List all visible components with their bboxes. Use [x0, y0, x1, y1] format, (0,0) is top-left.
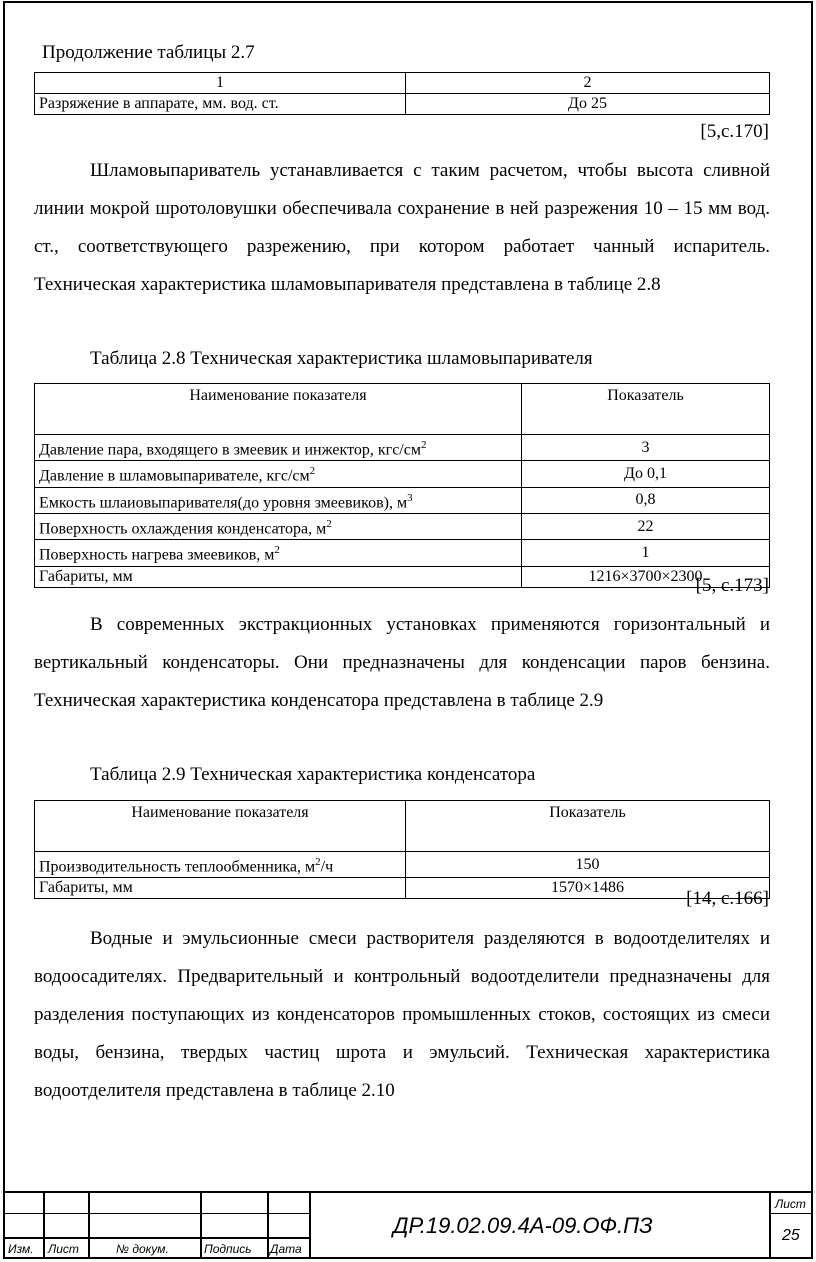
- table-row: [35, 461, 770, 487]
- table-28: [34, 383, 770, 588]
- table-cell: 1570×1486: [406, 878, 770, 899]
- table-cell: 1216×3700×2300: [522, 566, 770, 587]
- table-cell: Давление пара, входящего в змеевик и инжектор, кгс/$см^2$: [35, 435, 522, 461]
- table-27-header-2: 2: [406, 73, 770, 94]
- table-29-header-1: Наименование показателя: [35, 801, 406, 852]
- paragraph-2: В современных экстракционных установках применяются горизонтальный и вертикальный конденсаторы. Они предназначены для конденсации паров бензина. Техническая характеристика конденсатора представлена в таблице 2.9: [34, 614, 770, 711]
- table-cell: До 0,1: [522, 461, 770, 487]
- table-cell: Давление в шламовыпаривателе, кгс/$см^2$: [35, 461, 522, 487]
- table-cell: 3: [522, 435, 770, 461]
- table-27-header-1: 1: [35, 73, 406, 94]
- table-27-ref: [5,с.170]: [700, 121, 769, 142]
- table-cell: Габариты, мм: [35, 566, 522, 587]
- title-block: [3, 1191, 813, 1259]
- table-row: [35, 94, 770, 115]
- table-28-header-2: Показатель: [522, 384, 770, 435]
- table-cell: 1: [522, 540, 770, 566]
- paragraph-1: Шламовыпариватель устанавливается с таким расчетом, чтобы высота сливной линии мокрой шротоловушки обеспечивала сохранение в ней разрежения 10 – 15 мм вод. ст., соответствующего разрежению, при котором работает чанный испаритель. Техническая характеристика шламовыпаривателя представлена в таблице 2.8: [34, 160, 770, 295]
- table-cell: Поверхность охлаждения конденсатора, $м^2$: [35, 513, 522, 539]
- table-29-ref: [14, с.166]: [686, 888, 769, 909]
- table-cell: Производительность теплообменника, $м^2/ч$: [35, 852, 406, 878]
- table-cell: Габариты, мм: [35, 878, 406, 899]
- table-29-caption: Таблица 2.9 Техническая характеристика конденсатора: [90, 764, 536, 785]
- paragraph-3: Водные и эмульсионные смеси растворителя разделяются в водоотделителях и водоосадителях. Предварительный и контрольный водоотделители предназначены для разделения поступающих из конденсаторов промышленных стоков, состоящих из смеси воды, бензина, твердых частиц шрота и эмульсий. Техническая характеристика водоотделителя представлена в таблице 2.10: [34, 928, 770, 1101]
- table-cell: 22: [522, 513, 770, 539]
- table-27-caption: Продолжение таблицы 2.7: [42, 42, 255, 63]
- table-row: [35, 487, 770, 513]
- table-28-caption: Таблица 2.8 Техническая характеристика шламовыпаривателя: [90, 348, 593, 369]
- table-row: [35, 852, 770, 878]
- table-row: [35, 566, 770, 587]
- table-row: [35, 878, 770, 899]
- table-cell: 0,8: [522, 487, 770, 513]
- table-row: [35, 540, 770, 566]
- stamp-label-izm: Изм.: [8, 1242, 34, 1256]
- stamp-label-doc-number: № докум.: [116, 1242, 169, 1256]
- table-cell: Разряжение в аппарате, мм. вод. ст.: [35, 94, 406, 115]
- table-29-header-2: Показатель: [406, 801, 770, 852]
- table-row: [35, 513, 770, 539]
- table-29: [34, 800, 770, 899]
- table-27: [34, 72, 770, 115]
- sheet-number: 25: [782, 1227, 800, 1244]
- table-cell: Поверхность нагрева змеевиков, $м^2$: [35, 540, 522, 566]
- table-row: [35, 435, 770, 461]
- table-cell: До 25: [406, 94, 770, 115]
- table-cell: Емкость шлаиовыпаривателя(до уровня змеевиков), $м^3$: [35, 487, 522, 513]
- table-28-header-1: Наименование показателя: [35, 384, 522, 435]
- stamp-label-signature: Подпись: [204, 1242, 252, 1256]
- table-28-ref: [5, с.173]: [695, 575, 769, 596]
- document-code: ДР.19.02.09.4А-09.ОФ.ПЗ: [393, 1213, 653, 1238]
- table-cell: 150: [406, 852, 770, 878]
- stamp-label-list: Лист: [48, 1242, 79, 1256]
- stamp-label-date: Дата: [270, 1242, 302, 1256]
- stamp-sheet-label: Лист: [775, 1197, 806, 1211]
